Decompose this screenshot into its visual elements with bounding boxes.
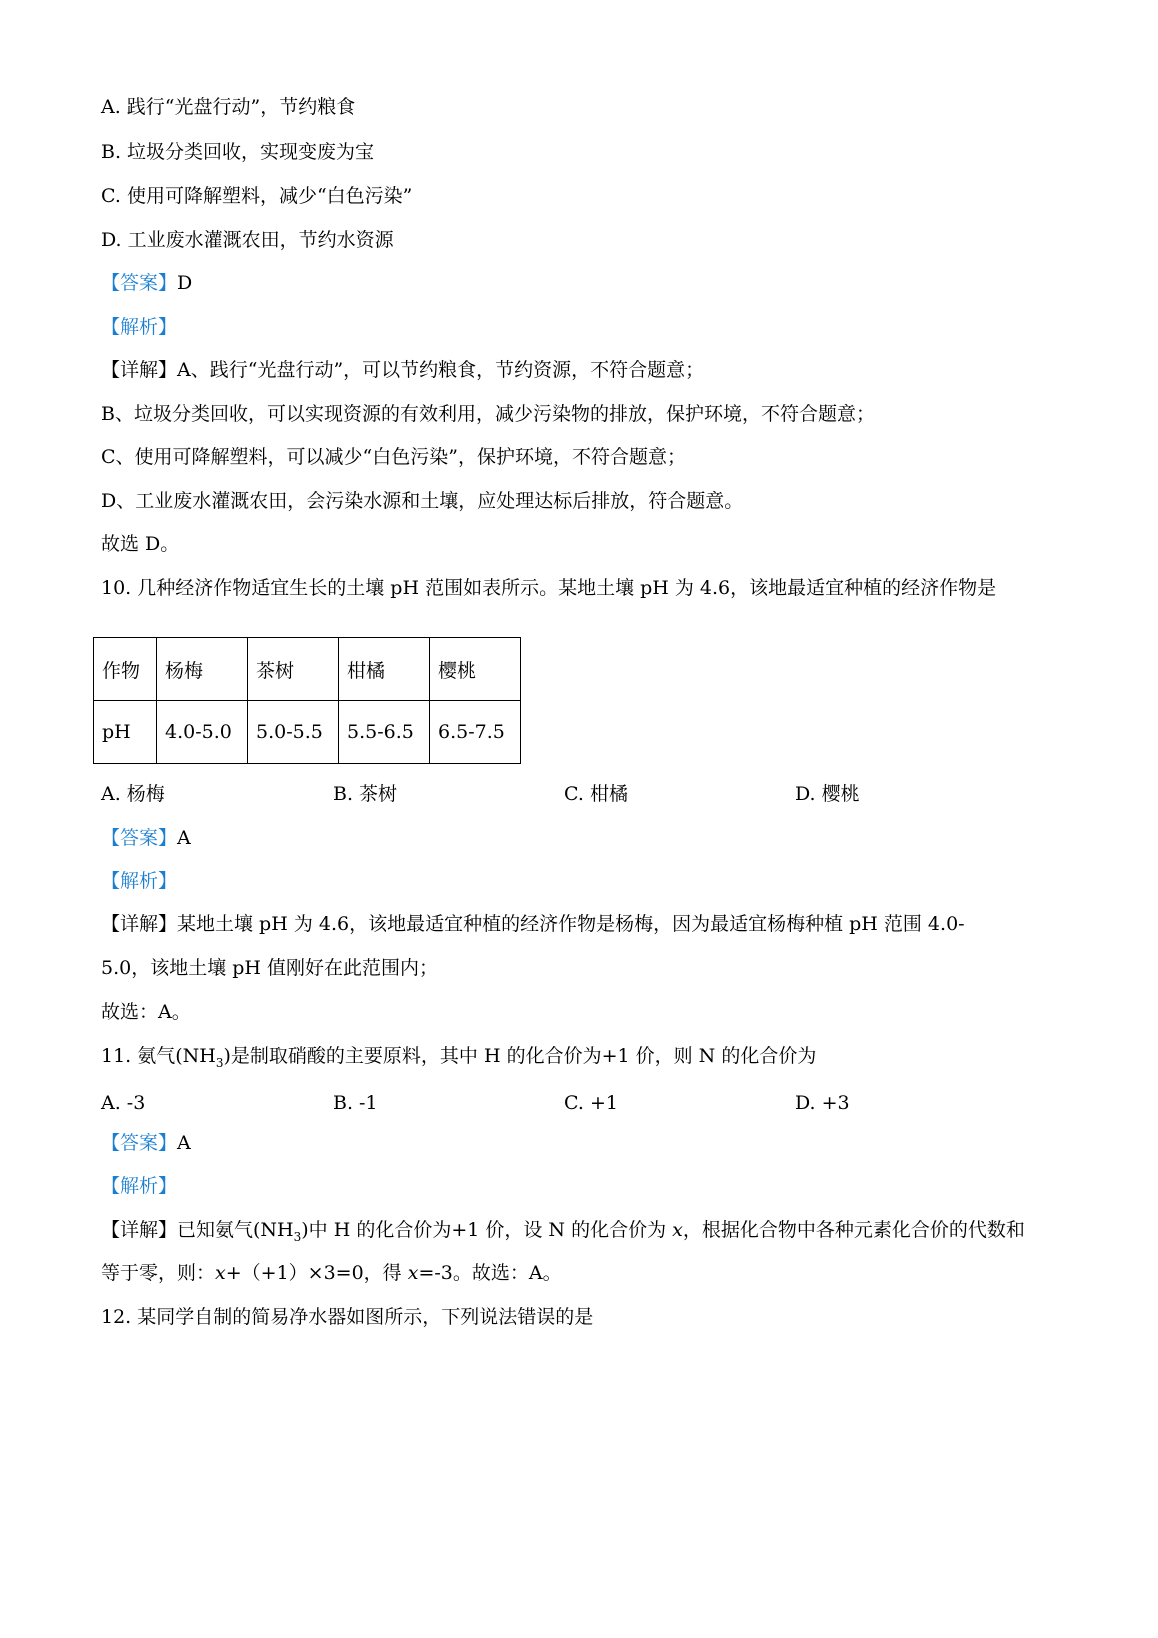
q11-option-b: B. -1 — [333, 1092, 378, 1114]
q9-detail-4: D、工业废水灌溉农田，会污染水源和土壤，应处理达标后排放，符合题意。 — [101, 490, 744, 512]
detail-text: )中 H 的化合价为+1 价，设 N 的化合价为 — [301, 1219, 673, 1241]
detail-text: =-3。故选：A。 — [418, 1262, 562, 1284]
q10-option-b: B. 茶树 — [333, 783, 398, 805]
q10-analysis-tag: 【解析】 — [101, 870, 178, 892]
detail-tag: 【详解】 — [101, 359, 178, 381]
q10-detail-2: 5.0，该地土壤 pH 值刚好在此范围内； — [101, 957, 439, 979]
q11-detail-1 — [101, 1217, 1025, 1250]
table-cell: 6.5-7.5 — [430, 701, 521, 764]
stem-text: )是制取硝酸的主要原料，其中 H 的化合价为+1 价，则 N 的化合价为 — [223, 1045, 817, 1067]
q11-answer-line — [101, 1130, 191, 1156]
table-cell: 作物 — [94, 638, 157, 701]
detail-text: 等于零，则： — [101, 1262, 216, 1284]
answer-tag: 【答案】 — [101, 1132, 178, 1154]
q12-stem: 12. 某同学自制的简易净水器如图所示，下列说法错误的是 — [101, 1306, 594, 1328]
subscript: 3 — [215, 1055, 224, 1070]
q11-analysis-tag: 【解析】 — [101, 1175, 178, 1197]
detail-tag: 【详解】 — [101, 1219, 178, 1241]
table-cell: 柑橘 — [339, 638, 430, 701]
q9-option-d: D. 工业废水灌溉农田，节约水资源 — [101, 229, 394, 251]
q11-detail-2 — [101, 1260, 562, 1286]
table-row — [94, 638, 521, 701]
table-row — [94, 701, 521, 764]
q10-answer-line — [101, 825, 191, 851]
table-cell: pH — [94, 701, 157, 764]
q10-conclusion: 故选：A。 — [101, 1001, 191, 1023]
variable: x — [215, 1262, 226, 1284]
q10-stem: 10. 几种经济作物适宜生长的土壤 pH 范围如表所示。某地土壤 pH 为 4.6，该地最适宜种植的经济作物是 — [101, 577, 997, 599]
table-cell: 茶树 — [248, 638, 339, 701]
detail-text: ，根据化合物中各种元素化合价的代数和 — [682, 1219, 1025, 1241]
q9-detail-2: B、垃圾分类回收，可以实现资源的有效利用，减少污染物的排放，保护环境，不符合题意； — [101, 403, 875, 425]
table-cell: 樱桃 — [430, 638, 521, 701]
variable: x — [407, 1262, 419, 1284]
table-cell: 杨梅 — [157, 638, 248, 701]
detail-text: 某地土壤 pH 为 4.6，该地最适宜种植的经济作物是杨梅，因为最适宜杨梅种植 pH 范围 4.0- — [177, 913, 965, 935]
table-cell: 5.5-6.5 — [339, 701, 430, 764]
answer-tag: 【答案】 — [101, 272, 178, 294]
q9-conclusion: 故选 D。 — [101, 533, 180, 555]
q10-detail-1 — [101, 911, 965, 937]
q10-option-a: A. 杨梅 — [101, 783, 165, 805]
q9-option-c: C. 使用可降解塑料，减少“白色污染” — [101, 185, 413, 207]
table-cell: 5.0-5.5 — [248, 701, 339, 764]
q10-option-d: D. 樱桃 — [795, 783, 860, 805]
stem-text: 11. 氨气(NH — [101, 1045, 216, 1067]
q11-option-c: C. +1 — [564, 1092, 618, 1114]
q9-option-a: A. 践行“光盘行动”，节约粮食 — [101, 96, 356, 118]
q9-option-b: B. 垃圾分类回收，实现变废为宝 — [101, 141, 375, 163]
variable: x — [672, 1219, 683, 1241]
q9-detail-1 — [101, 357, 704, 383]
q9-answer-line — [101, 270, 192, 296]
q10-answer: A — [177, 827, 191, 849]
answer-tag: 【答案】 — [101, 827, 178, 849]
q11-option-d: D. +3 — [795, 1092, 850, 1114]
detail-text: 已知氨气(NH — [177, 1219, 294, 1241]
q9-analysis-tag: 【解析】 — [101, 316, 178, 338]
q9-answer: D — [177, 272, 193, 294]
q11-stem — [101, 1043, 816, 1076]
q11-option-a: A. -3 — [101, 1092, 146, 1114]
detail-tag: 【详解】 — [101, 913, 178, 935]
detail-text: A、践行“光盘行动”，可以节约粮食，节约资源，不符合题意； — [177, 359, 705, 381]
subscript: 3 — [293, 1229, 302, 1244]
q9-detail-3: C、使用可降解塑料，可以减少“白色污染”，保护环境，不符合题意； — [101, 446, 686, 468]
ph-table — [93, 637, 521, 764]
q10-option-c: C. 柑橘 — [564, 783, 628, 805]
q11-answer: A — [177, 1132, 191, 1154]
detail-text: +（+1）×3=0，得 — [225, 1262, 408, 1284]
table-cell: 4.0-5.0 — [157, 701, 248, 764]
